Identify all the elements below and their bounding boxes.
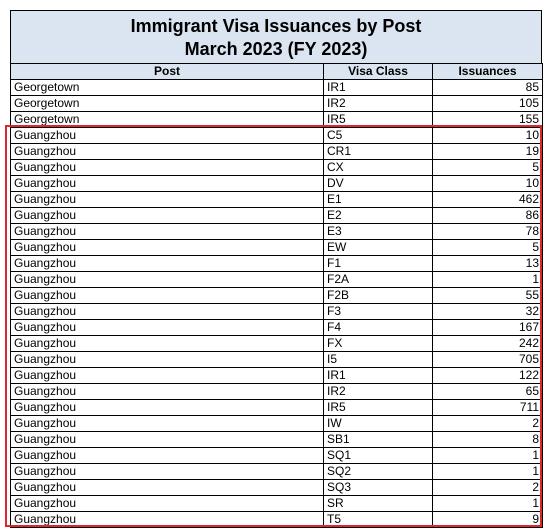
cell-post: Guangzhou (11, 352, 324, 368)
column-header-visa-class: Visa Class (324, 64, 433, 80)
table-row (11, 304, 543, 320)
table-row (11, 384, 543, 400)
cell-post: Guangzhou (11, 496, 324, 512)
cell-issuances: 1 (433, 496, 543, 512)
table-row (11, 368, 543, 384)
cell-visa-class: EW (324, 240, 433, 256)
table-row (11, 176, 543, 192)
cell-visa-class: F1 (324, 256, 433, 272)
cell-issuances: 5 (433, 240, 543, 256)
cell-post: Guangzhou (11, 336, 324, 352)
cell-visa-class: IR1 (324, 80, 433, 96)
table-row (11, 80, 543, 96)
cell-issuances: 705 (433, 352, 543, 368)
cell-issuances: 65 (433, 384, 543, 400)
cell-post: Guangzhou (11, 512, 324, 528)
cell-issuances: 122 (433, 368, 543, 384)
cell-issuances: 55 (433, 288, 543, 304)
cell-visa-class: T5 (324, 512, 433, 528)
table-row (11, 192, 543, 208)
cell-post: Guangzhou (11, 400, 324, 416)
cell-post: Guangzhou (11, 208, 324, 224)
cell-issuances: 462 (433, 192, 543, 208)
table-row (11, 224, 543, 240)
cell-post: Guangzhou (11, 224, 324, 240)
cell-visa-class: I5 (324, 352, 433, 368)
table-row (11, 416, 543, 432)
cell-visa-class: E1 (324, 192, 433, 208)
cell-visa-class: SQ1 (324, 448, 433, 464)
cell-post: Guangzhou (11, 128, 324, 144)
cell-issuances: 1 (433, 464, 543, 480)
cell-post: Georgetown (11, 96, 324, 112)
cell-issuances: 13 (433, 256, 543, 272)
cell-post: Guangzhou (11, 192, 324, 208)
table-row (11, 320, 543, 336)
title-box (10, 10, 542, 63)
cell-issuances: 2 (433, 480, 543, 496)
cell-issuances: 9 (433, 512, 543, 528)
cell-visa-class: IR2 (324, 384, 433, 400)
cell-post: Guangzhou (11, 464, 324, 480)
cell-visa-class: E3 (324, 224, 433, 240)
cell-post: Guangzhou (11, 448, 324, 464)
table-row (11, 512, 543, 528)
cell-visa-class: IR2 (324, 96, 433, 112)
cell-issuances: 5 (433, 160, 543, 176)
table-row (11, 288, 543, 304)
cell-issuances: 32 (433, 304, 543, 320)
cell-visa-class: IR5 (324, 400, 433, 416)
cell-post: Guangzhou (11, 176, 324, 192)
cell-visa-class: SR (324, 496, 433, 512)
cell-issuances: 155 (433, 112, 543, 128)
cell-issuances: 167 (433, 320, 543, 336)
cell-post: Guangzhou (11, 304, 324, 320)
cell-post: Guangzhou (11, 384, 324, 400)
cell-issuances: 19 (433, 144, 543, 160)
title-line-1: Immigrant Visa Issuances by Post (130, 16, 422, 36)
cell-visa-class: IW (324, 416, 433, 432)
table-row (11, 480, 543, 496)
cell-visa-class: F3 (324, 304, 433, 320)
table-row (11, 496, 543, 512)
cell-visa-class: C5 (324, 128, 433, 144)
cell-post: Guangzhou (11, 256, 324, 272)
cell-visa-class: CR1 (324, 144, 433, 160)
table-row (11, 96, 543, 112)
issuance-table (10, 63, 543, 528)
table-row (11, 448, 543, 464)
cell-issuances: 711 (433, 400, 543, 416)
table-row (11, 256, 543, 272)
cell-issuances: 8 (433, 432, 543, 448)
cell-post: Guangzhou (11, 240, 324, 256)
cell-post: Guangzhou (11, 144, 324, 160)
cell-visa-class: SQ3 (324, 480, 433, 496)
cell-visa-class: SB1 (324, 432, 433, 448)
cell-post: Georgetown (11, 80, 324, 96)
cell-issuances: 1 (433, 448, 543, 464)
cell-visa-class: SQ2 (324, 464, 433, 480)
cell-post: Guangzhou (11, 416, 324, 432)
table-row (11, 128, 543, 144)
table-row (11, 336, 543, 352)
table-body (11, 80, 543, 528)
column-header-post: Post (11, 64, 324, 80)
cell-post: Guangzhou (11, 432, 324, 448)
cell-visa-class: FX (324, 336, 433, 352)
table-row (11, 464, 543, 480)
table-row (11, 112, 543, 128)
table-row (11, 400, 543, 416)
cell-post: Guangzhou (11, 480, 324, 496)
cell-issuances: 105 (433, 96, 543, 112)
header-row (11, 64, 543, 80)
cell-issuances: 1 (433, 272, 543, 288)
cell-issuances: 86 (433, 208, 543, 224)
table-row (11, 352, 543, 368)
table-row (11, 272, 543, 288)
cell-visa-class: IR5 (324, 112, 433, 128)
table-row (11, 432, 543, 448)
cell-visa-class: DV (324, 176, 433, 192)
cell-visa-class: F2B (324, 288, 433, 304)
cell-visa-class: E2 (324, 208, 433, 224)
cell-post: Guangzhou (11, 272, 324, 288)
title-line-2: March 2023 (FY 2023) (184, 39, 368, 59)
cell-visa-class: F2A (324, 272, 433, 288)
cell-post: Guangzhou (11, 368, 324, 384)
cell-issuances: 242 (433, 336, 543, 352)
table-row (11, 208, 543, 224)
cell-post: Guangzhou (11, 160, 324, 176)
table-row (11, 144, 543, 160)
cell-issuances: 2 (433, 416, 543, 432)
cell-issuances: 10 (433, 176, 543, 192)
cell-visa-class: F4 (324, 320, 433, 336)
document (10, 10, 542, 528)
table-row (11, 240, 543, 256)
cell-visa-class: IR1 (324, 368, 433, 384)
cell-issuances: 10 (433, 128, 543, 144)
cell-post: Guangzhou (11, 288, 324, 304)
column-header-issuances: Issuances (433, 64, 543, 80)
cell-issuances: 78 (433, 224, 543, 240)
cell-post: Georgetown (11, 112, 324, 128)
cell-post: Guangzhou (11, 320, 324, 336)
cell-visa-class: CX (324, 160, 433, 176)
table-row (11, 160, 543, 176)
cell-issuances: 85 (433, 80, 543, 96)
